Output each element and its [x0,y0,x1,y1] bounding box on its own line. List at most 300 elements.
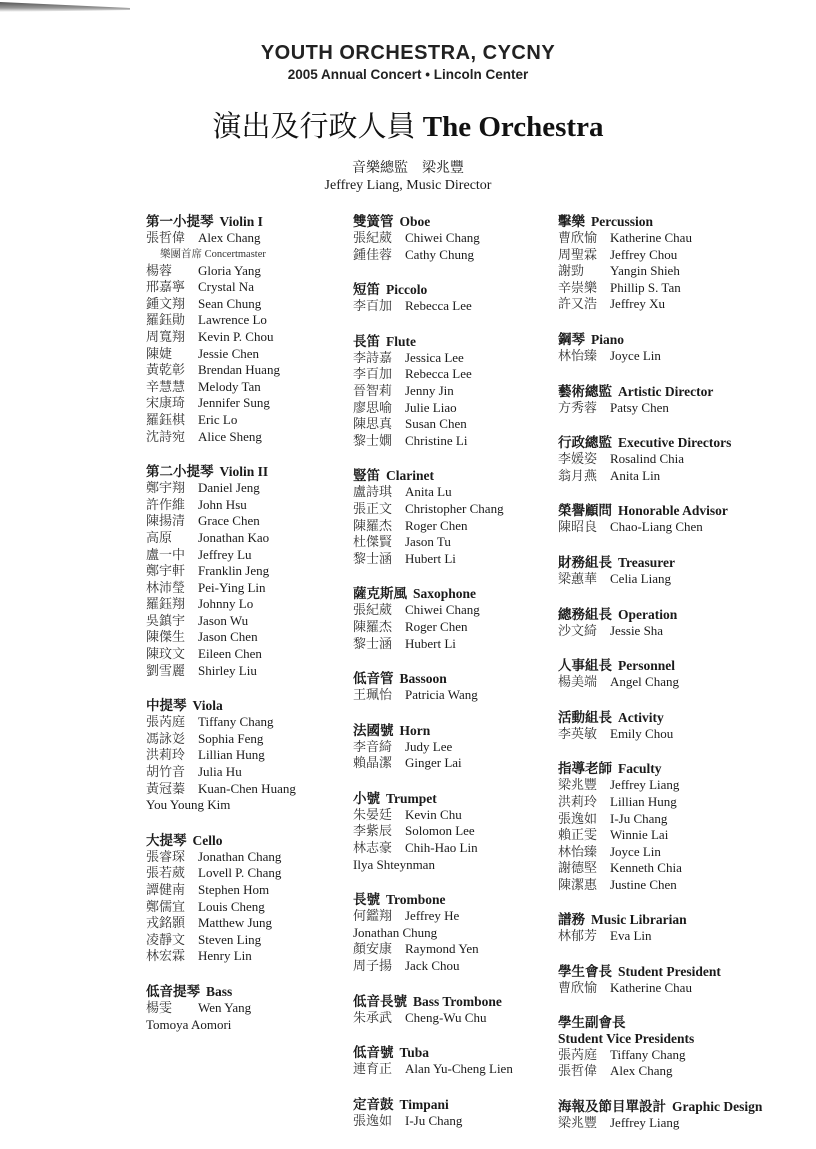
member-row [558,674,788,691]
member-name-zh: 馮詠彣 [146,730,186,746]
member-row [558,247,788,264]
section-heading [558,213,788,230]
section-heading-en: Bass [206,983,233,999]
member-row [146,230,336,247]
member-name-zh: 李百加 [353,366,393,382]
member-name-zh: 周寬翔 [146,328,186,344]
section-heading-en: Timpani [399,1096,449,1112]
member-name-zh: 張逸如 [353,1112,393,1128]
org-title: YOUTH ORCHESTRA, CYCNY [260,42,556,64]
section-heading [353,467,553,484]
member-name-en: You Young Kim [146,797,231,813]
section-heading [558,502,788,519]
member-name-zh: 周子揚 [353,958,393,974]
member-row [353,484,553,501]
member-row [353,1010,553,1027]
member-name-en: Roger Chen [405,517,468,533]
member-row [558,263,788,280]
member-row [146,714,336,731]
member-name-en: Emily Chou [610,725,674,741]
member-row [558,1115,788,1132]
roster-column-3 [558,213,788,1149]
member-name-en: Hubert Li [405,550,456,566]
member-name-zh: 盧一中 [146,546,186,562]
member-row [353,1113,553,1130]
section-heading-en: Viola [192,698,223,714]
member-name-en: Kenneth Chia [610,860,682,876]
section-heading-en: Artistic Director [618,383,714,399]
member-name-zh: 晉智莉 [353,382,393,398]
member-row [146,379,336,396]
section-heading-en: Bassoon [399,671,447,687]
section-heading-en: Music Librarian [591,912,687,928]
member-row [558,844,788,861]
role-note [146,247,336,263]
music-director-block [0,160,816,194]
member-name-zh: 李音綺 [353,738,393,754]
member-name-en: Jeffrey Xu [610,296,665,312]
member-name-zh: 林郁芳 [558,928,598,944]
member-name-zh: 張紀葳 [353,230,393,245]
member-row [146,865,336,882]
member-name-en: Steven Ling [198,931,262,947]
member-row [146,580,336,597]
member-name-zh: 翁月燕 [558,467,598,483]
member-name-en: Patricia Wang [405,687,478,703]
section-heading-en: Saxophone [413,586,477,602]
member-name-zh: 陳昭良 [558,519,598,535]
member-name-zh: 陳玟文 [146,646,186,662]
section-heading-en: Piccolo [386,282,428,298]
member-name-en: Shirley Liu [198,662,257,678]
roster-column-1 [146,213,336,1051]
member-name-en: Tiffany Chang [610,1046,686,1062]
member-row [146,948,336,965]
section-bassoon [353,670,553,704]
section-horn [353,722,553,772]
member-name-zh: 李百加 [353,298,393,314]
member-name-en: Kuan-Chen Huang [198,780,296,796]
member-name-zh: 辛崇樂 [558,279,598,295]
section-oboe [353,213,553,263]
member-name-en: Jason Chen [198,629,258,645]
member-row [146,263,336,280]
member-name-zh: 譚健南 [146,882,186,897]
member-row [353,230,553,247]
member-name-zh: 王珮怡 [353,687,393,703]
member-row [146,849,336,866]
member-name-zh: 黎士涵 [353,550,393,566]
section-heading-en: Trombone [386,892,446,908]
section-clarinet [353,467,553,567]
member-name-zh: 林志豪 [353,840,393,856]
section-activity [558,709,788,743]
member-row [146,747,336,764]
member-name-en: Raymond Yen [405,941,479,957]
member-name-zh: 張睿琛 [146,848,186,864]
section-heading-zh: 大提琴 [146,832,187,848]
member-name-zh: 張正文 [353,500,393,516]
section-heading-zh: 低音提琴 [146,983,200,999]
member-name-en: Pei-Ying Lin [198,579,266,595]
member-row [353,925,553,942]
section-timpani [353,1096,553,1130]
member-name-zh: 謝德堅 [558,860,598,876]
member-name-en: Crystal Na [198,279,254,295]
section-heading-en: Violin I [219,214,263,229]
member-name-en: Jennifer Sung [198,395,270,411]
member-name-en: I-Ju Chang [610,810,668,826]
role-note-zh: 樂團首席 [160,248,202,260]
member-name-zh: 林怡臻 [558,843,598,859]
member-name-en: Roger Chen [405,618,468,634]
member-name-zh: 梁蕙華 [558,570,598,586]
roster-column-2 [353,213,553,1147]
member-name-zh: 張哲偉 [146,230,186,245]
section-heading-zh: 低音號 [353,1045,394,1061]
event-subtitle: 2005 Annual Concert • Lincoln Center [287,67,529,82]
member-row [353,247,553,264]
section-heading-zh: 人事組長 [558,658,612,674]
member-name-zh: 張芮庭 [146,714,186,730]
member-row [353,908,553,925]
member-name-zh: 廖思喻 [353,399,393,415]
section-heading-zh: 第一小提琴 [146,214,214,229]
section-heading [558,554,788,571]
scan-edge-mark [0,2,130,12]
section-heading [353,670,553,687]
section-heading [353,281,553,298]
member-row [146,296,336,313]
section-heading [558,606,788,623]
member-name-en: I-Ju Chang [405,1112,463,1128]
member-row [146,646,336,663]
member-name-en: Jenny Jin [405,382,454,398]
section-heading-en: Trumpet [386,790,437,806]
section-heading [558,383,788,400]
member-row [353,687,553,704]
section-heading-zh: 中提琴 [146,698,187,714]
member-row [353,366,553,383]
member-row [146,797,336,814]
member-name-en: Sophia Feng [198,730,264,746]
section-violin-ii [146,463,336,679]
member-name-zh: 鍾佳蓉 [353,246,393,262]
member-name-en: Yangin Shieh [610,263,680,279]
member-row [558,348,788,365]
member-name-zh: 朱晏廷 [353,806,393,822]
section-heading-zh: 法國號 [353,722,394,738]
member-name-zh: 凌靜文 [146,931,186,947]
member-name-en: Daniel Jeng [198,480,260,496]
member-name-zh: 陳傑生 [146,629,186,645]
member-row [146,362,336,379]
member-name-zh: 林怡臻 [558,347,598,363]
director-title-zh: 音樂總監 [352,161,408,176]
section-flute [353,333,553,450]
member-row [558,400,788,417]
member-name-en: Katherine Chau [610,230,692,245]
section-heading-zh: 財務組長 [558,554,612,570]
member-name-en: Christopher Chang [405,500,504,516]
member-name-zh: 沙文綺 [558,622,598,638]
section-heading [353,1044,553,1061]
member-row [353,501,553,518]
section-heading [353,891,553,908]
member-name-en: Chiwei Chang [405,230,480,245]
member-row [558,230,788,247]
member-row [146,312,336,329]
member-name-zh: 陳婕 [146,345,173,361]
member-name-zh: 梁兆豐 [558,777,598,793]
member-name-zh: 宋康琦 [146,395,186,411]
section-heading-en: Violin II [219,464,269,480]
member-row [146,899,336,916]
member-row [146,663,336,680]
section-heading-zh: 鋼琴 [558,331,585,347]
member-row [146,596,336,613]
member-name-en: Jeffrey Chou [610,246,678,262]
section-heading [146,463,336,480]
member-name-zh: 許又浩 [558,296,598,312]
section-heading [353,585,553,602]
member-row [146,412,336,429]
member-name-zh: 陳羅杰 [353,618,393,634]
member-name-zh: 黎士嫺 [353,432,393,448]
section-heading-en: Clarinet [386,468,434,484]
section-heading [353,333,553,350]
section-treasurer [558,554,788,588]
member-row [558,1063,788,1080]
member-row [353,416,553,433]
member-name-en: Jonathan Chang [198,848,282,864]
section-heading-zh: 海報及節目單設計 [558,1098,666,1114]
member-row [146,513,336,530]
member-row [353,823,553,840]
member-name-en: Celia Liang [610,570,672,586]
member-row [558,928,788,945]
member-name-en: Tomoya Aomori [146,1016,232,1032]
member-row [353,619,553,636]
member-name-zh: 高原 [146,529,173,545]
member-name-zh: 黎士涵 [353,635,393,651]
section-heading-zh: 長號 [353,892,380,908]
member-name-zh: 胡竹音 [146,764,186,780]
member-name-en: Jonathan Kao [198,529,270,545]
member-name-en: Jonathan Chung [353,924,438,940]
member-row [353,840,553,857]
member-name-zh: 黃乾彰 [146,362,186,378]
member-name-zh: 李詩嘉 [353,349,393,365]
section-cello [146,832,336,965]
member-row [353,857,553,874]
member-name-zh: 盧詩琪 [353,484,393,500]
member-name-en: Jessie Chen [198,345,260,361]
member-row [353,534,553,551]
section-piano [558,331,788,365]
section-heading [558,911,788,928]
section-heading [558,1098,788,1115]
member-row [146,547,336,564]
director-name-zh: 梁兆豐 [422,161,464,176]
section-trombone [353,891,553,974]
member-row [146,915,336,932]
section-heading-zh: 第二小提琴 [146,464,214,480]
member-name-en: Kevin P. Chou [198,328,274,344]
member-name-en: Lillian Hung [610,793,677,809]
member-row [558,468,788,485]
section-heading-en: Horn [399,722,431,738]
member-name-en: Chih-Hao Lin [405,840,478,856]
section-heading-zh: 學生副會長 [558,1014,626,1030]
member-name-en: Stephen Hom [198,882,270,897]
page-title [0,104,816,145]
member-name-en: Judy Lee [405,738,453,754]
member-name-en: Kevin Chu [405,806,462,822]
member-name-en: Louis Cheng [198,898,265,914]
member-name-zh: 賴晶潔 [353,755,393,771]
section-personnel [558,657,788,691]
section-heading-zh: 短笛 [353,282,380,298]
member-row [353,383,553,400]
section-heading-zh: 活動組長 [558,709,612,725]
member-name-en: Ilya Shteynman [353,856,435,872]
member-row [558,519,788,536]
member-name-en: Justine Chen [610,876,677,892]
member-name-en: Jeffrey Liang [610,1114,680,1130]
member-name-en: Patsy Chen [610,399,669,415]
member-name-zh: 黃冠蓁 [146,780,186,796]
section-heading [558,963,788,980]
member-name-en: Julia Hu [198,764,242,780]
member-name-en: Alex Chang [198,230,261,245]
section-heading-en: Graphic Design [672,1098,763,1114]
member-row [558,1047,788,1064]
member-name-en: Grace Chen [198,513,260,529]
section-heading-en: Activity [618,709,664,725]
member-name-en: Lawrence Lo [198,312,267,328]
section-artistic-director [558,383,788,417]
member-name-en: Rebecca Lee [405,366,472,382]
section-saxophone [353,585,553,652]
member-name-zh: 連育正 [353,1061,393,1077]
member-row [558,451,788,468]
section-heading-en: Treasurer [618,554,675,570]
member-name-en: Joyce Lin [610,843,661,859]
director-zh-line [0,160,816,177]
member-name-en: Solomon Lee [405,823,475,839]
section-heading-zh: 定音鼓 [353,1096,394,1112]
section-bass [146,983,336,1033]
section-heading-en: Executive Directors [618,435,732,451]
section-heading [558,709,788,726]
member-row [558,860,788,877]
section-heading-zh: 行政總監 [558,435,612,451]
section-trumpet [353,790,553,873]
member-row [146,932,336,949]
section-student-vice-presidents [558,1015,788,1080]
section-violin-i [146,213,336,445]
member-name-zh: 張若葳 [146,865,186,881]
member-name-en: Sean Chung [198,295,262,311]
section-graphic-design [558,1098,788,1132]
member-name-zh: 方秀蓉 [558,399,598,415]
member-row [353,636,553,653]
member-name-zh: 張芮庭 [558,1046,598,1062]
member-name-zh: 邢嘉寧 [146,279,186,295]
member-name-zh: 陳羅杰 [353,517,393,533]
member-name-zh: 林宏霖 [146,948,186,964]
member-row [146,346,336,363]
section-student-president [558,963,788,997]
member-row [353,551,553,568]
member-name-en: Cathy Chung [405,246,474,262]
section-faculty [558,760,788,893]
member-name-en: Lovell P. Chang [198,865,282,881]
member-row [353,350,553,367]
member-name-zh: 羅鈺翔 [146,596,186,612]
section-heading [146,213,336,230]
section-heading [353,1096,553,1113]
section-viola [146,697,336,814]
member-row [353,941,553,958]
member-row [146,764,336,781]
member-row [353,1061,553,1078]
section-heading-zh: 低音長號 [353,993,407,1009]
member-name-en: Eva Lin [610,928,652,944]
member-name-en: Chiwei Chang [405,602,480,618]
section-percussion [558,213,788,313]
section-heading-en: Tuba [399,1045,430,1061]
member-row [558,980,788,997]
section-heading [146,697,336,714]
member-name-en: Melody Tan [198,378,261,394]
member-row [558,811,788,828]
section-heading-en: Honorable Advisor [618,503,728,519]
member-name-en: Brendan Huang [198,362,280,378]
member-name-zh: 洪莉玲 [146,747,186,763]
member-name-en: Jessie Sha [610,622,664,638]
member-row [558,726,788,743]
section-heading-zh: 擊樂 [558,214,585,229]
member-name-en: Jessica Lee [405,349,464,365]
member-name-en: Alan Yu-Cheng Lien [405,1061,513,1077]
section-heading [146,983,336,1000]
section-heading-zh: 譜務 [558,912,585,928]
section-heading-en: Faculty [618,761,662,777]
member-name-zh: 周聖霖 [558,246,598,262]
member-name-zh: 吳鎮宇 [146,612,186,628]
member-name-zh: 鍾文翔 [146,295,186,311]
member-name-en: Eileen Chen [198,646,262,662]
member-name-en: Anita Lu [405,484,452,500]
member-name-en: Jeffrey Liang [610,777,680,793]
member-row [353,298,553,315]
member-row [558,827,788,844]
section-music-librarian [558,911,788,945]
section-heading-en: Student President [618,964,721,980]
section-piccolo [353,281,553,315]
member-row [146,563,336,580]
member-row [146,530,336,547]
member-name-en: Christine Li [405,432,468,448]
member-name-en: Hubert Li [405,635,456,651]
member-name-en: Franklin Jeng [198,563,270,579]
member-name-en: Winnie Lai [610,827,669,843]
section-heading [353,722,553,739]
member-name-zh: 杜傑賢 [353,534,393,550]
member-name-en: Johnny Lo [198,596,254,612]
